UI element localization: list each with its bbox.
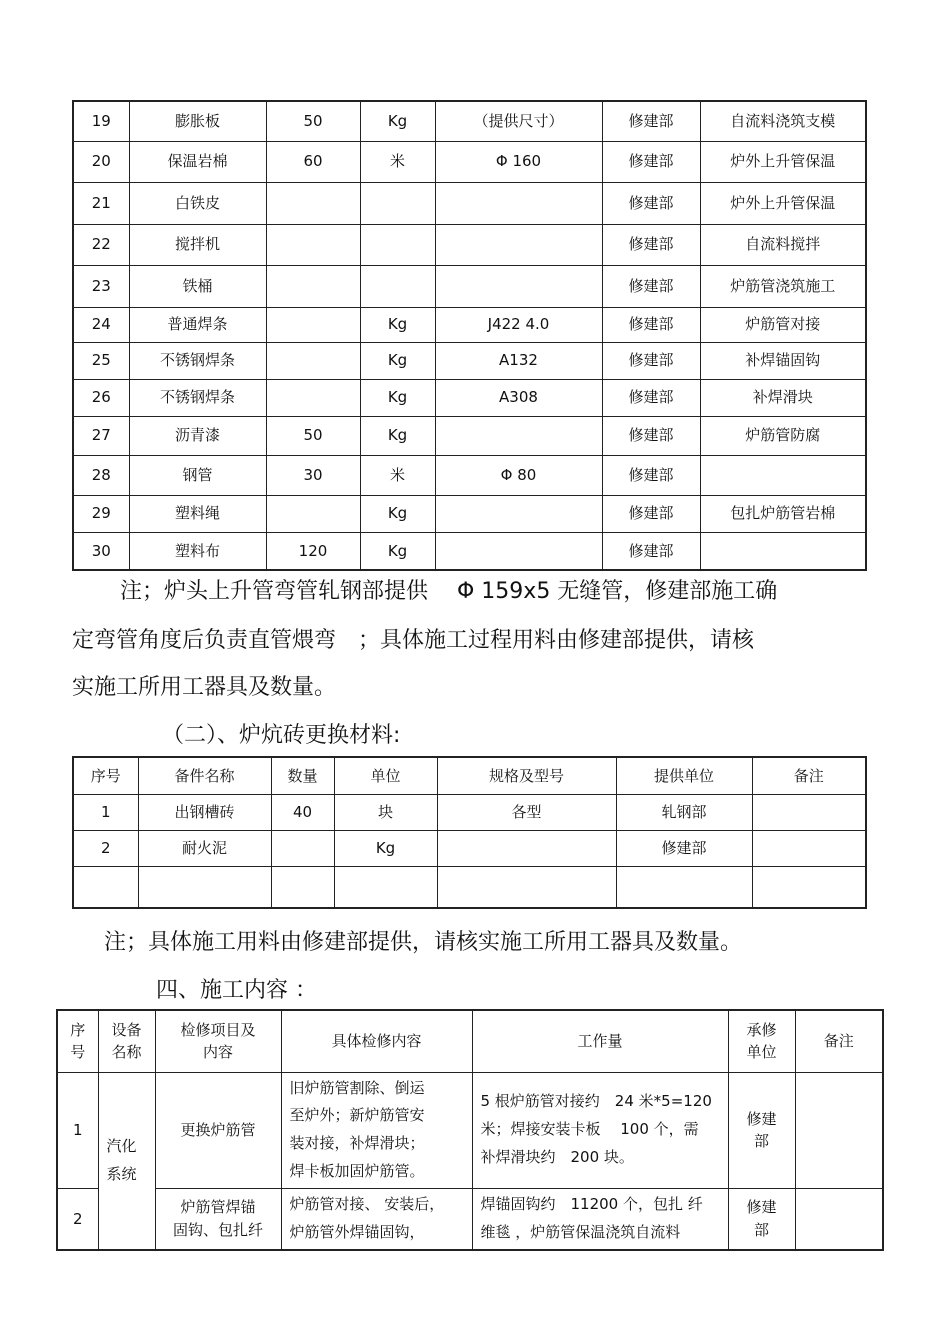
furnace-brick-table [72, 756, 867, 909]
inspection-content: 炉筋管对接、 安装后， 炉筋管外焊锚固钩， [281, 1188, 472, 1250]
table-cell: 20 [73, 141, 129, 182]
table-cell [360, 265, 435, 307]
table-cell [334, 866, 437, 908]
table-cell: 搅拌机 [129, 224, 266, 265]
table-cell: 炉筋管防腐 [700, 416, 866, 455]
table-cell: 各型 [437, 794, 616, 830]
table-cell: 炉筋管浇筑施工 [700, 265, 866, 307]
table-cell [266, 265, 360, 307]
equipment-name: 汽化 系统 [98, 1072, 155, 1250]
table-cell: 24 [73, 307, 129, 342]
table-cell: 修建部 [602, 101, 700, 141]
row-number: 2 [57, 1188, 98, 1250]
table-cell: Φ 80 [435, 455, 602, 495]
table-cell [435, 224, 602, 265]
table-cell: 修建部 [602, 342, 700, 379]
table-cell: 沥青漆 [129, 416, 266, 455]
column-header: 设备 名称 [98, 1010, 155, 1072]
table-cell: 19 [73, 101, 129, 141]
table-cell: 铁桶 [129, 265, 266, 307]
section-4-title: 四、施工内容 ： [156, 978, 317, 1003]
table-cell: 60 [266, 141, 360, 182]
table-row [73, 379, 866, 416]
column-header: 备注 [795, 1010, 883, 1072]
table-row [73, 455, 866, 495]
table-cell: 28 [73, 455, 129, 495]
column-header: 规格及型号 [437, 757, 616, 794]
table-cell: 2 [73, 830, 138, 866]
row-number: 1 [57, 1072, 98, 1188]
table-cell: 1 [73, 794, 138, 830]
construction-content-table [56, 1009, 884, 1251]
materials-table-1 [72, 100, 867, 571]
column-header: 承修 单位 [728, 1010, 795, 1072]
table-row [73, 532, 866, 570]
table-cell: 炉外上升管保温 [700, 141, 866, 182]
table-cell [138, 866, 271, 908]
table-cell: 30 [73, 532, 129, 570]
table-cell: Kg [360, 342, 435, 379]
table-row [73, 830, 866, 866]
table-cell: Kg [334, 830, 437, 866]
table-row [73, 866, 866, 908]
table-cell: 修建部 [602, 379, 700, 416]
column-header: 具体检修内容 [281, 1010, 472, 1072]
table-row [73, 416, 866, 455]
table-header-row [57, 1010, 883, 1072]
table-cell [700, 532, 866, 570]
column-header: 检修项目及 内容 [155, 1010, 281, 1072]
table-cell: 轧钢部 [616, 794, 752, 830]
table-cell: 22 [73, 224, 129, 265]
note-1-line-1: 注；炉头上升管弯管轧钢部提供 Φ 159x5 无缝管，修建部施工确 [120, 579, 778, 604]
table-row [73, 265, 866, 307]
table-cell [752, 794, 866, 830]
table-cell: 26 [73, 379, 129, 416]
table-row [57, 1072, 883, 1188]
table-row [73, 101, 866, 141]
table-cell: 耐火泥 [138, 830, 271, 866]
table-cell: 自流料搅拌 [700, 224, 866, 265]
table-cell: 膨胀板 [129, 101, 266, 141]
remark [795, 1072, 883, 1188]
table-cell: 29 [73, 495, 129, 532]
table-cell: J422 4.0 [435, 307, 602, 342]
table-cell: 30 [266, 455, 360, 495]
workload: 焊锚固钩约 11200 个，包扎 纤 维毯 ，炉筋管保温浇筑自流料 [472, 1188, 728, 1250]
table-cell: Φ 160 [435, 141, 602, 182]
note-1-line-2: 定弯管角度后负责直管煨弯 ；具体施工过程用料由修建部提供，请核 [72, 628, 755, 653]
table-cell: 修建部 [602, 141, 700, 182]
table-cell [752, 830, 866, 866]
table-cell: 米 [360, 455, 435, 495]
table-cell [73, 866, 138, 908]
table-cell: 120 [266, 532, 360, 570]
column-header: 数量 [271, 757, 334, 794]
table-cell [266, 307, 360, 342]
table-row [73, 141, 866, 182]
table-cell: 保温岩棉 [129, 141, 266, 182]
table-cell: A132 [435, 342, 602, 379]
table-row [73, 794, 866, 830]
table-cell: 修建部 [602, 532, 700, 570]
table-cell: 补焊锚固钩 [700, 342, 866, 379]
table-cell: （提供尺寸） [435, 101, 602, 141]
table-cell: 27 [73, 416, 129, 455]
table-cell: 50 [266, 101, 360, 141]
table-cell: 普通焊条 [129, 307, 266, 342]
table-cell: A308 [435, 379, 602, 416]
table-cell [271, 830, 334, 866]
table-cell [435, 182, 602, 224]
table-cell: Kg [360, 379, 435, 416]
table-cell: 不锈钢焊条 [129, 342, 266, 379]
column-header: 备注 [752, 757, 866, 794]
table-cell: 修建部 [616, 830, 752, 866]
table-row [73, 495, 866, 532]
table-cell: 塑料绳 [129, 495, 266, 532]
note-1-line-3: 实施工所用工器具及数量。 [72, 675, 337, 700]
table-cell: Kg [360, 416, 435, 455]
inspection-content: 旧炉筋管割除、倒运 至炉外；新炉筋管安 装对接，补焊滑块； 焊卡板加固炉筋管。 [281, 1072, 472, 1188]
inspection-item: 炉筋管焊锚 固钩、包扎纤 [155, 1188, 281, 1250]
section-2-title: （二）、炉炕砖更换材料: [162, 723, 401, 748]
table-cell: 自流料浇筑支模 [700, 101, 866, 141]
table-cell: Kg [360, 101, 435, 141]
table-cell: 25 [73, 342, 129, 379]
table-cell: 23 [73, 265, 129, 307]
table-cell: 塑料布 [129, 532, 266, 570]
table-cell [266, 342, 360, 379]
column-header: 工作量 [472, 1010, 728, 1072]
table-cell [360, 224, 435, 265]
column-header: 序号 [73, 757, 138, 794]
table-cell [435, 532, 602, 570]
table-row [57, 1188, 883, 1250]
table-cell: 21 [73, 182, 129, 224]
table-cell: 40 [271, 794, 334, 830]
remark [795, 1188, 883, 1250]
table-cell: Kg [360, 532, 435, 570]
table-cell: 修建部 [602, 455, 700, 495]
table-cell [437, 866, 616, 908]
repair-unit: 修建 部 [728, 1188, 795, 1250]
table-cell: 包扎炉筋管岩棉 [700, 495, 866, 532]
table-cell: 出钢槽砖 [138, 794, 271, 830]
table-row [73, 182, 866, 224]
inspection-item: 更换炉筋管 [155, 1072, 281, 1188]
table-cell: 修建部 [602, 265, 700, 307]
table-cell: 修建部 [602, 495, 700, 532]
table-cell [435, 416, 602, 455]
table-cell [752, 866, 866, 908]
table-cell: 修建部 [602, 182, 700, 224]
table-cell: 米 [360, 141, 435, 182]
table-cell: Kg [360, 495, 435, 532]
table-cell [266, 224, 360, 265]
table-cell: 不锈钢焊条 [129, 379, 266, 416]
table-cell [266, 182, 360, 224]
table-cell [435, 495, 602, 532]
table-row [73, 224, 866, 265]
table-cell: 块 [334, 794, 437, 830]
workload: 5 根炉筋管对接约 24 米*5=120 米；焊接安装卡板 100 个，需 补焊滑块约 200 块。 [472, 1072, 728, 1188]
table-cell: 炉外上升管保温 [700, 182, 866, 224]
note-2: 注；具体施工用料由修建部提供，请核实施工所用工器具及数量。 [104, 930, 743, 955]
table-cell [435, 265, 602, 307]
table-cell [266, 495, 360, 532]
table-cell: 修建部 [602, 307, 700, 342]
table-cell: 修建部 [602, 224, 700, 265]
table-cell [616, 866, 752, 908]
table-cell: 钢管 [129, 455, 266, 495]
repair-unit: 修建 部 [728, 1072, 795, 1188]
table-cell [700, 455, 866, 495]
table-cell: 白铁皮 [129, 182, 266, 224]
column-header: 备件名称 [138, 757, 271, 794]
table-cell: 修建部 [602, 416, 700, 455]
column-header: 提供单位 [616, 757, 752, 794]
column-header: 单位 [334, 757, 437, 794]
table-cell: Kg [360, 307, 435, 342]
table-cell [266, 379, 360, 416]
table-cell: 炉筋管对接 [700, 307, 866, 342]
table-row [73, 342, 866, 379]
table-cell [271, 866, 334, 908]
table-cell: 50 [266, 416, 360, 455]
table-header-row [73, 757, 866, 794]
table-row [73, 307, 866, 342]
table-cell [437, 830, 616, 866]
table-cell [360, 182, 435, 224]
table-cell: 补焊滑块 [700, 379, 866, 416]
column-header: 序 号 [57, 1010, 98, 1072]
